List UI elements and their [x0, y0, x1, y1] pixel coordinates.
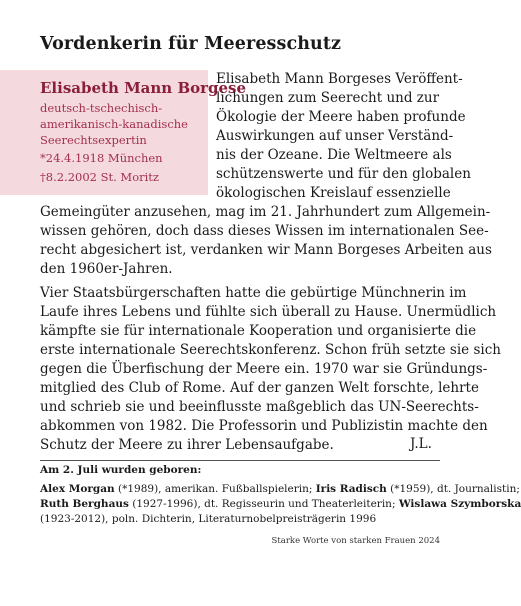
article-line: Gemeingüter anzusehen, mag im 21. Jahrhundert zum Allgemein-: [40, 204, 491, 220]
article-line: und schrieb sie und beeinflusste maßgeblich das UN-Seerechts-: [40, 399, 479, 415]
birthday-person-info: (1927-1996), dt. Regisseurin und Theaterleiterin;: [128, 498, 399, 510]
profile-description-line: amerikanisch-kanadische: [40, 117, 188, 131]
birthday-person-info: (*1959), dt. Journalistin;: [386, 483, 520, 495]
birthday-person-name: Ruth Berghaus: [40, 498, 129, 510]
profile-birth-date: *24.4.1918 München: [40, 151, 163, 165]
article-line: Laufe ihres Lebens und fühlte sich überall zu Hause. Unermüdlich: [40, 304, 497, 320]
birthday-person-name: Wislawa Szymborska: [398, 498, 521, 510]
article-line: Auswirkungen auf unser Verständ-: [216, 128, 454, 144]
profile-description-line: deutsch-tschechisch-: [40, 101, 163, 115]
profile-description: [40, 100, 205, 148]
author-signature: J.L.: [410, 436, 432, 452]
article-line: wissen gehören, doch dass dieses Wissen im internationalen See-: [40, 223, 489, 239]
birthday-person-name: Iris Radisch: [315, 483, 387, 495]
page-title: Vordenkerin für Meeresschutz: [40, 34, 342, 54]
birthdays-line: [40, 497, 521, 512]
article-line: den 1960er-Jahren.: [40, 261, 173, 277]
profile-name: Elisabeth Mann Borgese: [40, 79, 247, 97]
profile-death-date: †8.2.2002 St. Moritz: [40, 170, 159, 184]
article-line: recht abgesichert ist, verdanken wir Mann Borgeses Arbeiten aus: [40, 242, 492, 258]
birthdays-line: (1923-2012), poln. Dichterin, Literaturnobelpreisträgerin 1996: [40, 513, 377, 525]
article-line: kämpfte sie für internationale Kooperation und organisierte die: [40, 323, 477, 339]
article-line: Ökologie der Meere haben profunde: [216, 109, 466, 125]
article-line: lichungen zum Seerecht und zur: [216, 90, 440, 106]
article-line: Schutz der Meere zu ihrer Lebensaufgabe.: [40, 437, 334, 453]
article-line: nis der Ozeane. Die Weltmeere als: [216, 147, 452, 163]
article-line: Vier Staatsbürgerschaften hatte die gebürtige Münchnerin im: [40, 285, 467, 301]
article-line: abkommen von 1982. Die Professorin und Publizistin machte den: [40, 418, 488, 434]
article-line: gegen die Überfischung der Meere ein. 1970 war sie Gründungs-: [40, 361, 488, 377]
birthday-person-info: (*1989), amerikan. Fußballspielerin;: [114, 483, 316, 495]
footer-credit: Starke Worte von starken Frauen 2024: [271, 536, 440, 546]
birthdays-heading: Am 2. Juli wurden geboren:: [40, 464, 202, 476]
birthday-person-name: Alex Morgan: [40, 483, 115, 495]
article-line: erste internationale Seerechtskonferenz. Schon früh setzte sie sich: [40, 342, 501, 358]
article-line: Elisabeth Mann Borgeses Veröffent-: [216, 71, 463, 87]
article-line: schützenswerte und für den globalen: [216, 166, 471, 182]
section-divider: [40, 460, 440, 461]
birthdays-line: [40, 482, 520, 497]
article-line: ökologischen Kreislauf essenzielle: [216, 185, 451, 201]
article-line: mitglied des Club of Rome. Auf der ganzen Welt forschte, lehrte: [40, 380, 479, 396]
profile-description-line: Seerechtsexpertin: [40, 133, 147, 147]
